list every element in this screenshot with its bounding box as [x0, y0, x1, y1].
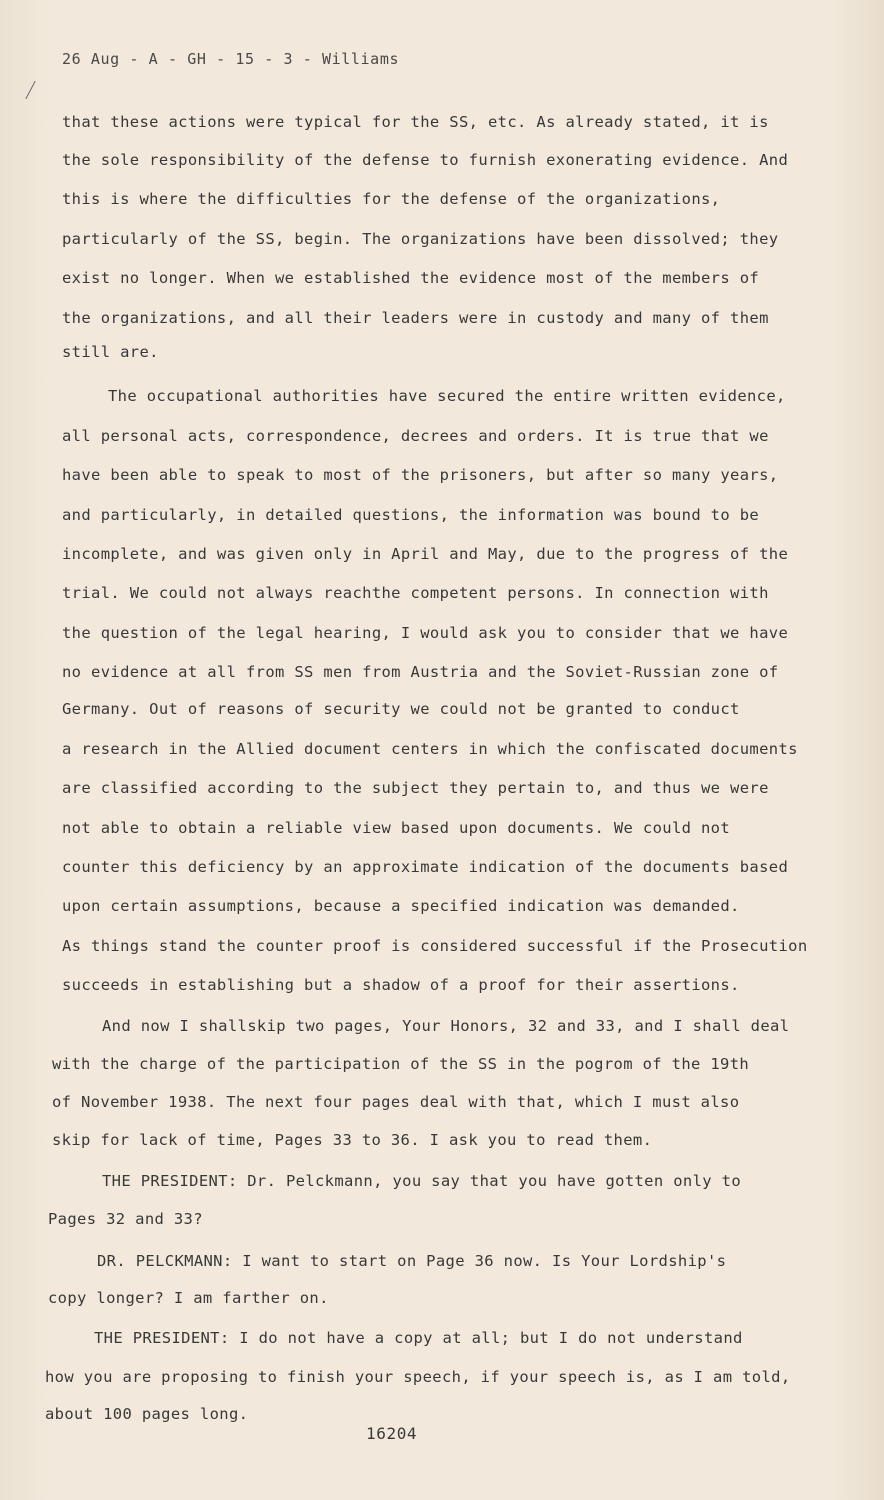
speaker-line: copy longer? I am farther on.	[48, 1289, 329, 1307]
page-number: 16204	[366, 1424, 418, 1443]
text-line: skip for lack of time, Pages 33 to 36. I ask you to read them.	[52, 1131, 653, 1149]
text-line: exist no longer. When we established the evidence most of the members of	[62, 269, 760, 287]
text-line: counter this deficiency by an approximate indication of the documents based	[62, 858, 789, 876]
speaker-line: DR. PELCKMANN: I want to start on Page 36 now. Is Your Lordship's	[97, 1252, 727, 1270]
text-line: of November 1938. The next four pages deal with that, which I must also	[52, 1093, 740, 1111]
text-line: upon certain assumptions, because a specified indication was demanded.	[62, 897, 740, 915]
text-line: all personal acts, correspondence, decrees and orders. It is true that we	[62, 427, 769, 445]
speaker-line: how you are proposing to finish your speech, if your speech is, as I am told,	[45, 1368, 791, 1386]
text-line: the organizations, and all their leaders were in custody and many of them	[62, 309, 769, 327]
text-line: this is where the difficulties for the defense of the organizations,	[62, 190, 721, 208]
text-line: particularly of the SS, begin. The organizations have been dissolved; they	[62, 230, 779, 248]
speaker-line: about 100 pages long.	[45, 1405, 249, 1423]
text-line: As things stand the counter proof is considered successful if the Prosecution	[62, 937, 808, 955]
text-line: have been able to speak to most of the prisoners, but after so many years,	[62, 466, 779, 484]
speaker-line: Pages 32 and 33?	[48, 1210, 203, 1228]
page-header: 26 Aug - A - GH - 15 - 3 - Williams	[62, 50, 400, 68]
text-line: Germany. Out of reasons of security we could not be granted to conduct	[62, 700, 740, 718]
text-line: trial. We could not always reachthe competent persons. In connection with	[62, 584, 769, 602]
text-line: still are.	[62, 343, 159, 361]
text-line: are classified according to the subject they pertain to, and thus we were	[62, 779, 769, 797]
text-line: the sole responsibility of the defense to furnish exonerating evidence. And	[62, 151, 789, 169]
text-line: not able to obtain a reliable view based upon documents. We could not	[62, 819, 731, 837]
text-line: a research in the Allied document centers in which the confiscated documents	[62, 740, 798, 758]
text-line: The occupational authorities have secured the entire written evidence,	[108, 387, 786, 405]
text-line: And now I shallskip two pages, Your Honors, 32 and 33, and I shall deal	[102, 1017, 790, 1035]
text-line: succeeds in establishing but a shadow of a proof for their assertions.	[62, 976, 740, 994]
text-line: the question of the legal hearing, I would ask you to consider that we have	[62, 624, 789, 642]
text-line: incomplete, and was given only in April and May, due to the progress of the	[62, 545, 789, 563]
text-line: with the charge of the participation of the SS in the pogrom of the 19th	[52, 1055, 750, 1073]
text-line: and particularly, in detailed questions, the information was bound to be	[62, 506, 760, 524]
speaker-line: THE PRESIDENT: I do not have a copy at all; but I do not understand	[94, 1329, 743, 1347]
speaker-line: THE PRESIDENT: Dr. Pelckmann, you say that you have gotten only to	[102, 1172, 741, 1190]
margin-mark	[25, 81, 35, 99]
text-line: no evidence at all from SS men from Austria and the Soviet-Russian zone of	[62, 663, 779, 681]
text-line: that these actions were typical for the SS, etc. As already stated, it is	[62, 113, 769, 131]
